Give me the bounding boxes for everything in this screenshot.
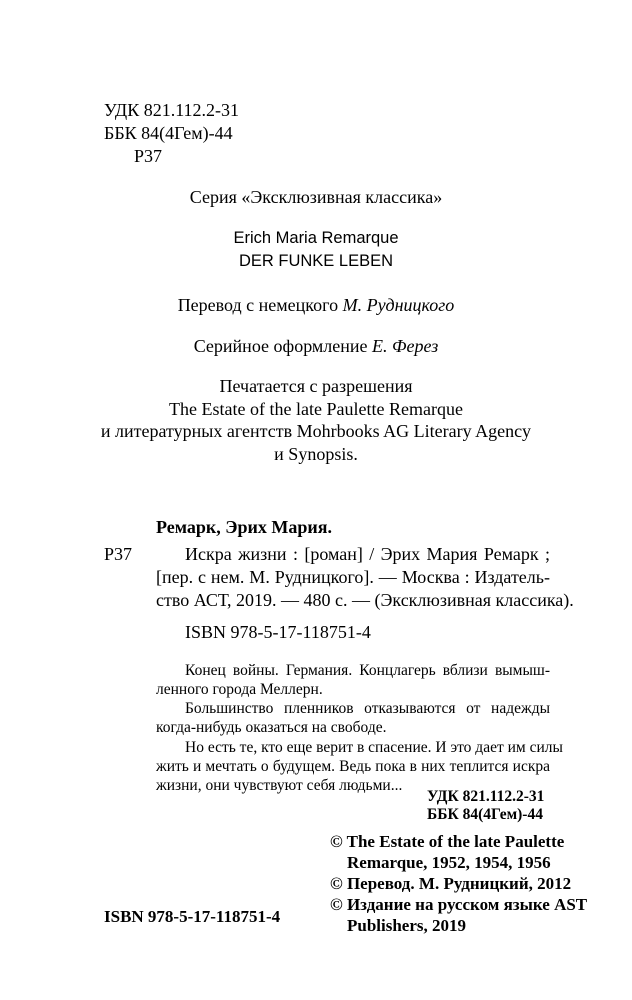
copyright-line-5: Publishers, 2019 [347,916,467,935]
original-title: DER FUNKE LEBEN [238,252,394,270]
permission-line-3: и литературных агентств Mohrbooks AG Literary Agency [100,421,532,441]
catalog-heading: Ремарк, Эрих Мария. [156,517,332,537]
original-author: Erich Maria Remarque [233,229,399,247]
copyright-line-3: © Перевод. М. Рудницкий, 2012 [330,874,572,893]
design-label: Серийное оформление [193,336,373,356]
annotation-line-2: ленного города Меллерн. [156,681,323,698]
annotation-udk: УДК 821.112.2-31 [427,788,545,805]
permission-line-1: Печатается с разрешения [219,376,413,396]
series-line: Серия «Эксклюзивная классика» [189,187,443,207]
annotation-line-5: Но есть те, кто еще верит в спасение. И это дает им силы [185,739,563,756]
bbk-code: ББК 84(4Гем)-44 [104,123,233,143]
copyright-line-1: © The Estate of the late Paulette [330,832,565,851]
annotation-line-1: Конец войны. Германия. Концлагерь вблизи вымыш- [185,662,550,679]
catalog-entry-line-3: ство АСТ, 2019. — 480 с. — (Эксклюзивная классика). [156,590,574,610]
design-line [0,336,632,357]
annotation-bbk: ББК 84(4Гем)-44 [427,806,543,823]
annotation-line-4: когда-нибудь оказаться на свободе. [156,719,387,736]
catalog-entry-line-1: Искра жизни : [роман] / Эрих Мария Ремарк ; [185,544,550,564]
catalog-isbn: ISBN 978-5-17-118751-4 [185,622,371,642]
author-mark: Р37 [134,146,163,166]
translation-line [0,295,632,316]
annotation-line-3: Большинство пленников отказываются от надежды [185,700,550,717]
copyright-line-2: Remarque, 1952, 1954, 1956 [347,853,551,872]
copyright-line-4: © Издание на русском языке AST [330,895,588,914]
catalog-mark: Р37 [104,544,133,564]
translator-name: М. Рудницкого [342,295,455,315]
annotation-line-6: жить и мечтать о будущем. Ведь пока в них теплится искра [156,758,550,775]
udk-code: УДК 821.112.2-31 [104,100,240,120]
translation-label: Перевод с немецкого [177,295,343,315]
footer-isbn: ISBN 978-5-17-118751-4 [104,907,281,926]
designer-name: Е. Ферез [372,336,439,356]
permission-line-2: The Estate of the late Paulette Remarque [169,399,463,419]
annotation-line-7: жизни, они чувствуют себя людьми... [156,777,403,794]
catalog-entry-line-2: [пер. с нем. М. Рудницкого]. — Москва : Издатель- [156,567,550,587]
permission-line-4: и Synopsis. [274,444,358,464]
